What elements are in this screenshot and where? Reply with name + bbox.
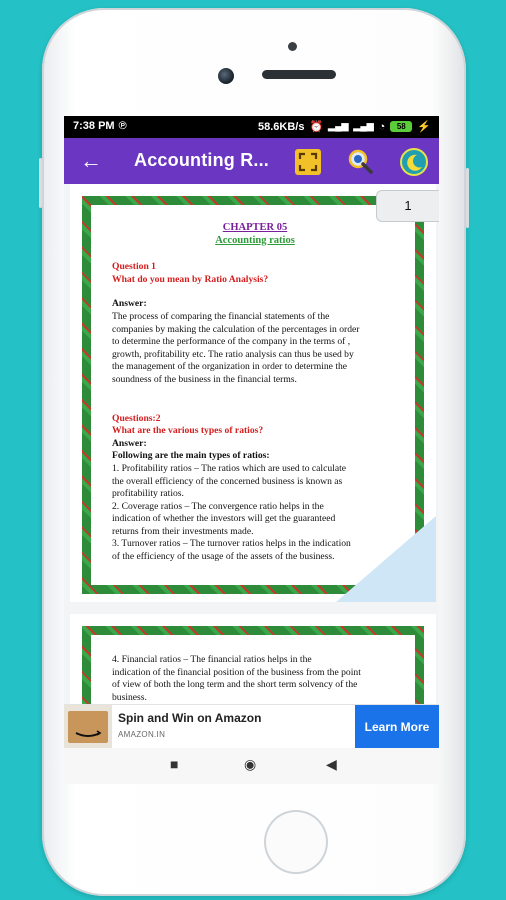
- signal-icon: ▂▄▆: [328, 121, 349, 131]
- page2-line: 4. Financial ratios – The financial ratios helps in the: [112, 654, 312, 665]
- answer-line: to determine the performance of the company in the terms of ,: [112, 336, 351, 348]
- pdf-page-2: [70, 614, 436, 704]
- answer-2-label: Answer:: [112, 437, 147, 449]
- earpiece-speaker: [262, 70, 336, 79]
- page2-line: business.: [112, 691, 147, 703]
- alarm-icon: ⏰: [309, 121, 324, 133]
- volume-button: [39, 158, 42, 208]
- proximity-sensor: [288, 42, 297, 51]
- answer-line: the management of the organization in order to determine the: [112, 361, 348, 373]
- page-corner-decoration: [336, 516, 436, 602]
- question-2-label: Questions:2: [112, 412, 161, 424]
- p-icon: ℗: [118, 120, 127, 132]
- page-number-indicator: 1: [376, 190, 439, 222]
- ad-source: AMAZON.IN: [118, 730, 166, 739]
- back-arrow-icon[interactable]: ←: [80, 148, 102, 173]
- navigation-bar: [64, 748, 439, 784]
- pdf-viewer[interactable]: [64, 184, 439, 704]
- app-bar: [64, 138, 439, 184]
- signal-icon: ▂▄▆: [353, 121, 374, 131]
- types-line: returns from their investments made.: [112, 525, 254, 537]
- search-icon[interactable]: [346, 148, 374, 176]
- answer-line: soundness of the business in the financial terms.: [112, 373, 297, 385]
- front-camera: [218, 68, 234, 84]
- wifi-icon: ◔: [378, 120, 386, 133]
- ad-title: Spin and Win on Amazon: [118, 711, 262, 725]
- power-button: [466, 168, 469, 228]
- types-line: 1. Profitability ratios – The ratios which are used to calculate: [112, 462, 347, 474]
- battery-icon: 58: [390, 121, 412, 132]
- back-icon[interactable]: ◀: [326, 756, 337, 772]
- types-line: indication of whether the investors will get the guaranteed: [112, 513, 336, 525]
- home-button[interactable]: [264, 810, 328, 874]
- question-1-text: What do you mean by Ratio Analysis?: [112, 273, 269, 285]
- page2-line: of view of both the long term and the short term solvency of the: [112, 679, 358, 691]
- types-line: of the efficiency of the usage of the assets of the business.: [112, 551, 335, 563]
- charging-icon: ⚡: [417, 121, 431, 133]
- types-line: 2. Coverage ratios – The convergence ratio helps in the: [112, 500, 324, 512]
- screen: [64, 116, 439, 784]
- answer-line: growth, profitability etc. The ratio analysis can thus be used by: [112, 348, 354, 360]
- pdf-page-1: [70, 184, 436, 602]
- chapter-title: Accounting ratios: [215, 234, 295, 246]
- network-speed: 58.6KB/s: [257, 120, 305, 133]
- status-bar: [64, 116, 439, 138]
- types-line: the overall efficiency of the concerned business is known as: [112, 475, 343, 487]
- answer-label: Answer:: [112, 298, 147, 310]
- types-heading: Following are the main types of ratios:: [112, 450, 270, 462]
- question-2-text: What are the various types of ratios?: [112, 425, 264, 437]
- amazon-logo-icon: [64, 705, 112, 749]
- types-line: 3. Turnover ratios – The turnover ratios helps in the indication: [112, 538, 351, 550]
- ad-banner[interactable]: [64, 704, 439, 749]
- learn-more-button[interactable]: Learn More: [355, 705, 439, 749]
- home-icon[interactable]: ◉: [244, 756, 257, 772]
- question-1-label: Question 1: [112, 261, 156, 273]
- answer-line: The process of comparing the financial statements of the: [112, 310, 330, 322]
- status-time: 7:38 PM: [73, 120, 115, 132]
- recents-icon[interactable]: ■: [170, 756, 179, 772]
- night-mode-icon[interactable]: [400, 148, 428, 176]
- page2-line: indication of the financial position of the business from the point: [112, 666, 361, 678]
- chapter-number: CHAPTER 05: [222, 222, 288, 233]
- fullscreen-icon[interactable]: [294, 148, 322, 176]
- answer-line: companies by making the calculation of the percentages in order: [112, 323, 360, 335]
- app-title: Accounting R...: [134, 150, 269, 170]
- types-line: profitability ratios.: [112, 488, 184, 500]
